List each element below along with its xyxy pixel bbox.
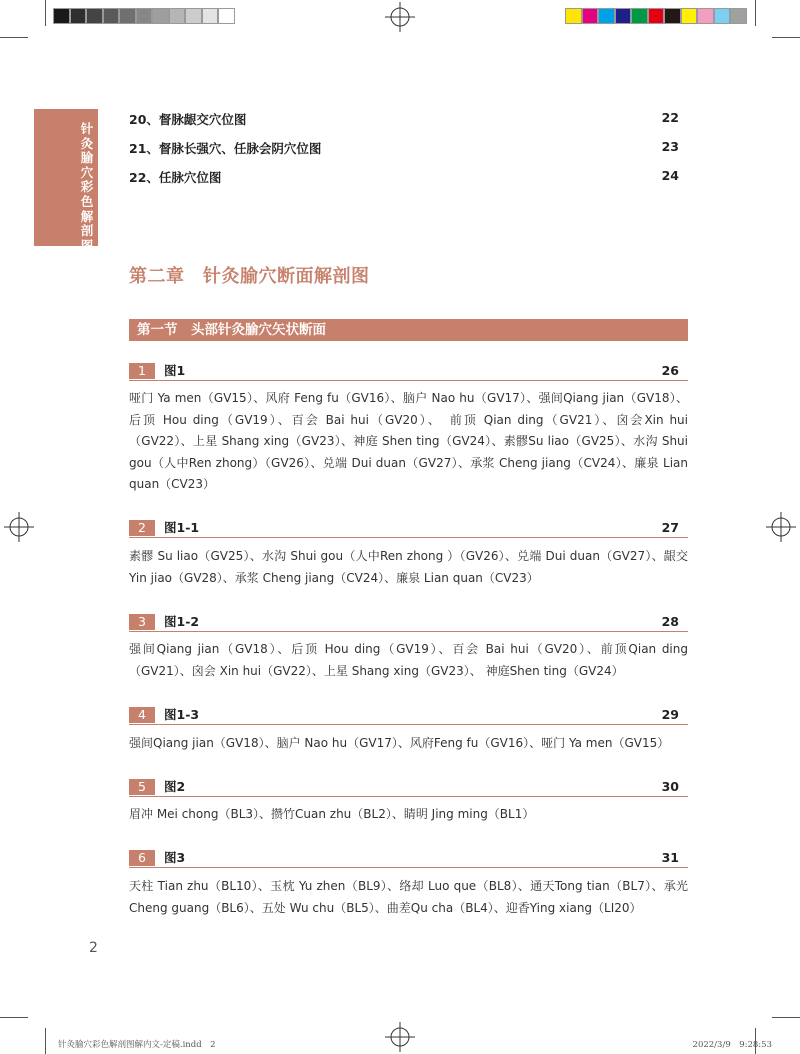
- entry-text: 眉冲 Mei chong（BL3）、攒竹Cuan zhu（BL2）、睛明 Jing ming（BL1）: [129, 807, 535, 821]
- color-swatch: [714, 8, 731, 24]
- gray-swatch: [86, 8, 103, 24]
- toc-item-label: 20、督脉龈交穴位图: [129, 112, 247, 127]
- color-swatch: [730, 8, 747, 24]
- color-swatch: [598, 8, 615, 24]
- entry-text: 天柱 Tian zhu（BL10）、玉枕 Yu zhen（BL9）、络却 Luo que（BL8）、通天Tong tian（BL7）、承光Cheng guang（BL6）、五处 Wu chu（BL5）、曲差Qu cha（BL4）、迎香Ying xiang（LI20）: [129, 879, 688, 915]
- entry-figure: 图2: [164, 779, 186, 794]
- registration-mark-right: [766, 512, 796, 542]
- entry-figure: 图1: [164, 363, 186, 378]
- toc-item-page: 22: [661, 110, 679, 125]
- color-swatch: [697, 8, 714, 24]
- gray-swatch: [185, 8, 202, 24]
- toc-item: [129, 168, 679, 188]
- entry-number: 5: [129, 779, 155, 795]
- toc-item-page: 23: [661, 139, 679, 154]
- gray-swatch: [119, 8, 136, 24]
- entry-text: 素髎 Su liao（GV25）、水沟 Shui gou（人中Ren zhong ）（GV26）、兑端 Dui duan（GV27）、龈交Yin jiao（GV28）、承浆 Cheng jiang（CV24）、廉泉 Lian quan（CV23）: [129, 549, 688, 585]
- gray-swatch: [103, 8, 120, 24]
- gray-color-bar: [53, 8, 235, 24]
- gray-swatch: [169, 8, 186, 24]
- entry-number: 6: [129, 850, 155, 866]
- entry-page: 28: [661, 614, 679, 629]
- cmyk-color-bar: [565, 8, 747, 24]
- gray-swatch: [152, 8, 169, 24]
- entry-header: [129, 520, 688, 538]
- entry-number: 3: [129, 614, 155, 630]
- entry-header: [129, 363, 688, 381]
- toc-item-label: 21、督脉长强穴、任脉会阴穴位图: [129, 141, 322, 156]
- entry-page: 29: [661, 707, 679, 722]
- color-swatch: [565, 8, 582, 24]
- entry-header: [129, 850, 688, 868]
- entry-header: [129, 707, 688, 725]
- slug-filename: 针灸腧穴彩色解剖图解内文-定稿.indd 2: [58, 1040, 216, 1050]
- toc-item: [129, 139, 679, 159]
- gray-swatch: [70, 8, 87, 24]
- toc-item-page: 24: [661, 168, 679, 183]
- color-swatch: [582, 8, 599, 24]
- entry-figure: 图1-3: [164, 707, 200, 722]
- entry-figure: 图1-1: [164, 520, 200, 535]
- toc-item: [129, 110, 679, 130]
- entry-number: 4: [129, 707, 155, 723]
- entry-header: [129, 779, 688, 797]
- registration-mark-top: [385, 2, 415, 32]
- entry-number: 1: [129, 363, 155, 379]
- entry-text: 强间Qiang jian（GV18）、脑户 Nao hu（GV17）、风府Feng fu（GV16）、哑门 Ya men（GV15）: [129, 736, 670, 750]
- side-tab-label: 针灸腧穴彩色解剖图解: [80, 121, 94, 268]
- entry-text: 哑门 Ya men（GV15）、风府 Feng fu（GV16）、脑户 Nao hu（GV17）、强间Qiang jian（GV18）、后顶 Hou ding（GV19）、百会 Bai hui（GV20）、 前顶 Qian ding（GV21）、囟会Xin hui（GV22）、上星 Shang xing（GV23）、神庭 Shen ting（GV24）、素髎Su liao（GV25）、水沟 Shui gou（人中Ren zhong）（GV26）、兑端 Dui duan（GV27）、承浆 Cheng jiang（CV24）、廉泉 Lian quan（CV23）: [129, 391, 688, 491]
- registration-mark-left: [4, 512, 34, 542]
- slug-timestamp: 2022/3/9 9:28:53: [692, 1040, 772, 1050]
- color-swatch: [631, 8, 648, 24]
- entry-figure: 图1-2: [164, 614, 200, 629]
- toc-item-label: 22、任脉穴位图: [129, 170, 222, 185]
- color-swatch: [664, 8, 681, 24]
- color-swatch: [648, 8, 665, 24]
- chapter-title: 第二章 针灸腧穴断面解剖图: [129, 266, 370, 287]
- gray-swatch: [202, 8, 219, 24]
- gray-swatch: [53, 8, 70, 24]
- gray-swatch: [136, 8, 153, 24]
- color-swatch: [681, 8, 698, 24]
- entry-header: [129, 614, 688, 632]
- entry-page: 30: [661, 779, 679, 794]
- color-swatch: [615, 8, 632, 24]
- registration-mark-bottom: [385, 1022, 415, 1052]
- entry-figure: 图3: [164, 850, 186, 865]
- entry-number: 2: [129, 520, 155, 536]
- section-title: 第一节 头部针灸腧穴矢状断面: [129, 319, 688, 341]
- entry-page: 27: [661, 520, 679, 535]
- entry-text: 强间Qiang jian（GV18）、后顶 Hou ding（GV19）、百会 Bai hui（GV20）、前顶Qian ding（GV21）、囟会 Xin hui（GV22）、上星 Shang xing（GV23）、 神庭Shen ting（GV24）: [129, 642, 688, 678]
- gray-swatch: [218, 8, 235, 24]
- page-number: 2: [89, 940, 98, 956]
- entry-page: 31: [661, 850, 679, 865]
- entry-page: 26: [661, 363, 679, 378]
